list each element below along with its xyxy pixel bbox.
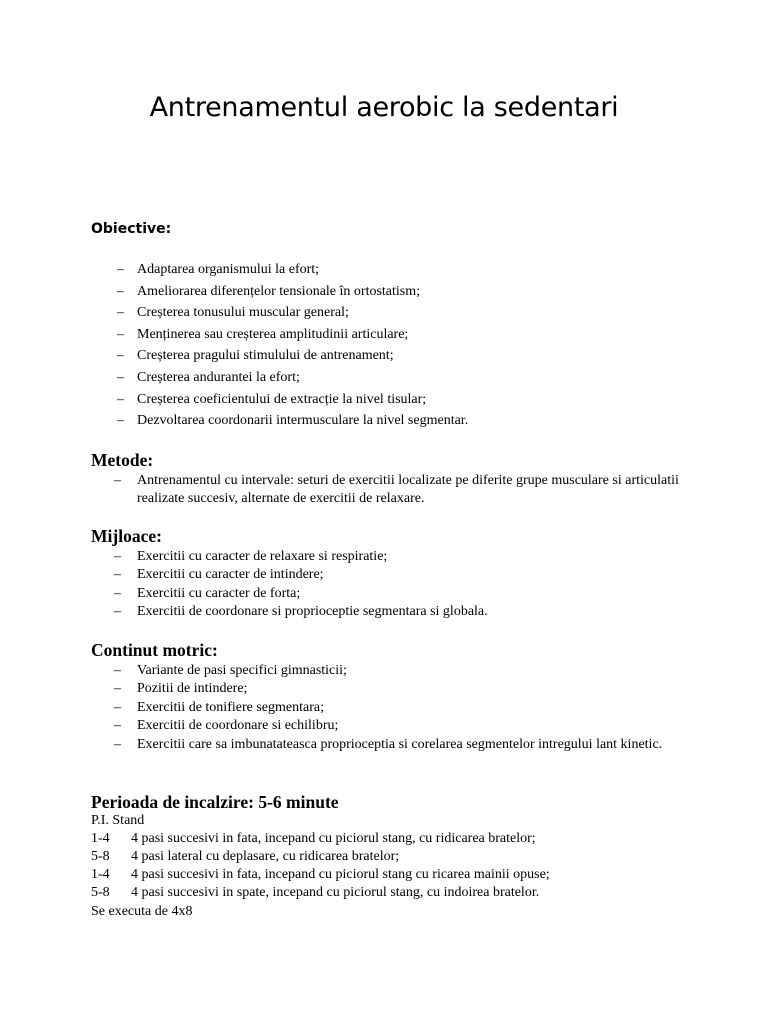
list-item: – Exercitii cu caracter de forta;	[91, 585, 681, 603]
continut-list	[91, 662, 681, 754]
obiective-heading: Obiective:	[91, 221, 172, 237]
step-count: 1-4	[91, 867, 110, 882]
list-item: – Creșterea tonusului muscular general;	[91, 302, 691, 324]
mijloace-list	[91, 548, 681, 622]
obiective-list	[91, 259, 691, 432]
list-item: – Dezvoltarea coordonarii intermusculare la nivel segmentar.	[91, 410, 691, 432]
step-text: 4 pasi succesivi in spate, incepand cu piciorul stang, cu indoirea bratelor.	[131, 885, 540, 900]
list-item: – Exercitii care sa imbunatateasca proprioceptia si corelarea segmentelor intregului lant kinetic.	[91, 736, 681, 754]
list-item: – Exercitii cu caracter de intindere;	[91, 566, 681, 584]
continut-heading: Continut motric:	[91, 640, 218, 660]
list-item: – Creșterea andurantei la efort;	[91, 367, 691, 389]
list-item: – Exercitii de tonifiere segmentara;	[91, 699, 681, 717]
step-text: 4 pasi succesivi in fata, incepand cu piciorul stang cu ricarea mainii opuse;	[131, 867, 550, 882]
step-text: 4 pasi lateral cu deplasare, cu ridicarea bratelor;	[131, 849, 400, 864]
list-item: – Exercitii de coordonare si proprioceptie segmentara si globala.	[91, 603, 681, 621]
step-text: 4 pasi succesivi in fata, incepand cu piciorul stang, cu ridicarea bratelor;	[131, 831, 536, 846]
step-count: 1-4	[91, 831, 110, 846]
list-item: – Creșterea pragului stimulului de antrenament;	[91, 345, 691, 367]
document-title: Antrenamentul aerobic la sedentari	[149, 92, 619, 123]
mijloace-heading: Mijloace:	[91, 526, 162, 546]
step-count: 5-8	[91, 849, 110, 864]
list-item: – Ameliorarea diferențelor tensionale în ortostatism;	[91, 281, 691, 303]
list-item: – Menținerea sau creșterea amplitudinii articulare;	[91, 324, 691, 346]
list-item: – Exercitii de coordonare si echilibru;	[91, 717, 681, 735]
list-item: – Adaptarea organismului la efort;	[91, 259, 691, 281]
start-position-text: P.I. Stand	[91, 813, 145, 828]
step-count: 5-8	[91, 885, 110, 900]
list-item: – Pozitii de intindere;	[91, 680, 681, 698]
exercise-step	[91, 849, 399, 865]
metode-heading: Metode:	[91, 450, 154, 470]
list-item: – Antrenamentul cu intervale: seturi de exercitii localizate pe diferite grupe musculare si articulatii realizate succesiv, alternate de exercitii de relaxare.	[91, 472, 681, 509]
list-item: – Variante de pasi specifici gimnasticii;	[91, 662, 681, 680]
exercise-step	[91, 885, 539, 901]
exercise-step	[91, 831, 536, 847]
list-item: – Creșterea coeficientului de extracție la nivel tisular;	[91, 389, 691, 411]
metode-list	[91, 472, 681, 509]
perioada-heading: Perioada de incalzire: 5-6 minute	[91, 792, 339, 812]
repeat-note: Se executa de 4x8	[91, 904, 193, 919]
list-item: – Exercitii cu caracter de relaxare si respiratie;	[91, 548, 681, 566]
exercise-step	[91, 867, 550, 883]
